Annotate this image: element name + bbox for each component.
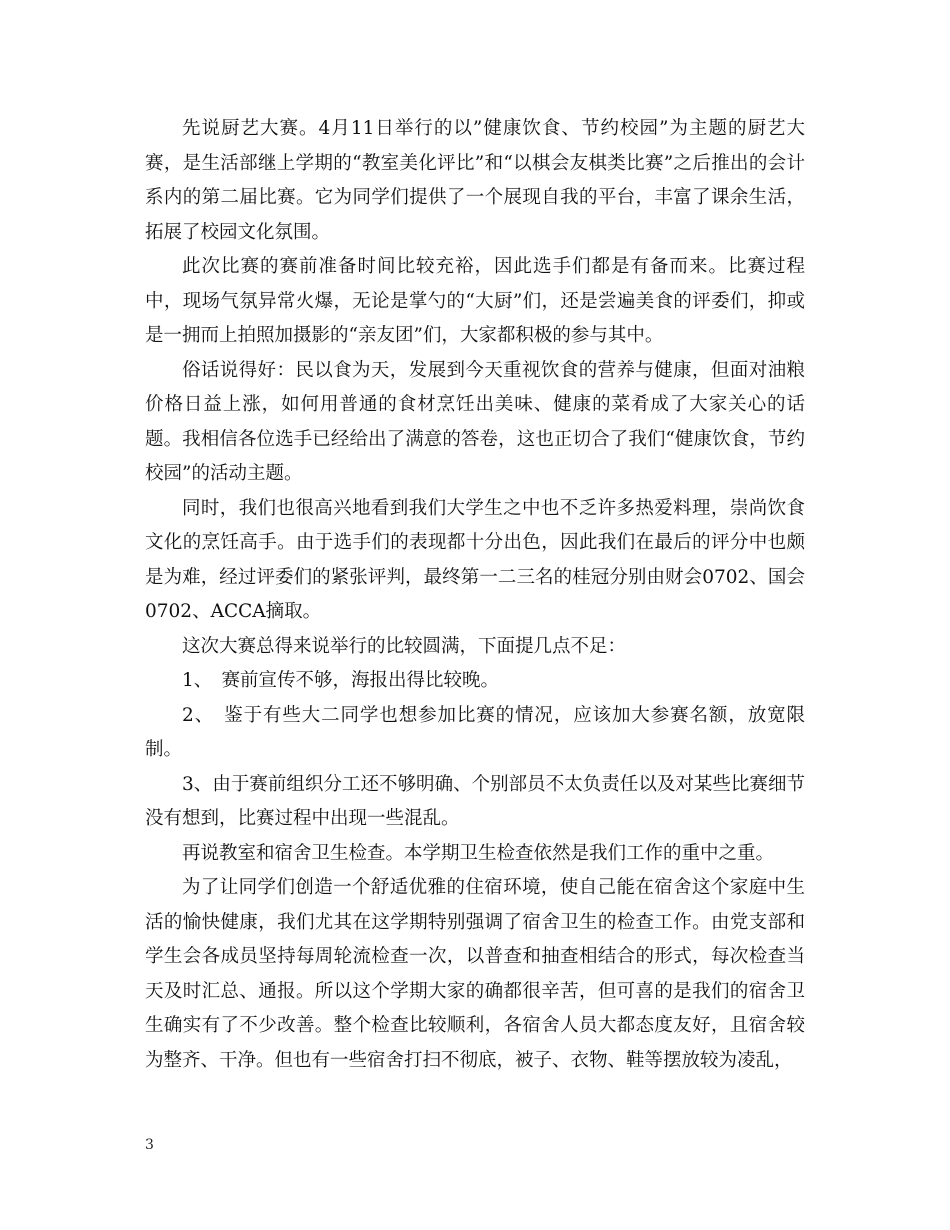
paragraph-dorm-inspection-details: 为了让同学们创造一个舒适优雅的住宿环境，使自己能在宿舍这个家庭中生活的愉快健康，我们尤其在这学期特别强调了宿舍卫生的检查工作。由党支部和学生会各成员坚持每周轮流检查一次，以普查和抽查相结合的形式，每次检查当天及时汇总、通报。所以这个学期大家的确都很辛苦，但可喜的是我们的宿舍卫生确实有了不少改善。整个检查比较顺利，各宿舍人员大都态度友好，且宿舍较为整齐、干净。但也有一些宿舍打扫不彻底，被子、衣物、鞋等摆放较为凌乱，	[145, 877, 805, 1071]
paragraph-food-theme: 俗话说得好：民以食为天，发展到今天重视饮食的营养与健康，但面对油粮价格日益上涨，如何用普通的食材烹饪出美味、健康的菜肴成了大家关心的话题。我相信各位选手已经给出了满意的答卷，这也正切合了我们“健康饮食，节约校园”的活动主题。	[145, 359, 805, 484]
document-body	[145, 112, 805, 1078]
paragraph-hygiene-inspection-intro: 再说教室和宿舍卫生检查。本学期卫生检查依然是我们工作的重中之重。	[182, 842, 775, 864]
paragraph-cooking-contest-intro: 先说厨艺大赛。4月11日举行的以”健康饮食、节约校园”为主题的厨艺大赛，是生活部继上学期的“教室美化评比”和“以棋会友棋类比赛”之后推出的会计系内的第二届比赛。它为同学们提供了一个展现自我的平台，丰富了课余生活，拓展了校园文化氛围。	[145, 118, 805, 243]
list-item-shortcoming-1: 1、 赛前宣传不够，海报出得比较晚。	[182, 670, 500, 691]
paragraph-contest-preparation: 此次比赛的赛前准备时间比较充裕，因此选手们都是有备而来。比赛过程中，现场气氛异常火爆，无论是掌勺的“大厨”们，还是尝遍美食的评委们，抑或是一拥而上拍照加摄影的“亲友团”们，大家都积极的参与其中。	[145, 256, 805, 346]
list-item-shortcoming-3: 3、由于赛前组织分工还不够明确、个别部员不太负责任以及对某些比赛细节没有想到，比赛过程中出现一些混乱。	[145, 773, 805, 829]
paragraph-shortcomings-intro: 这次大赛总得来说举行的比较圆满，下面提几点不足：	[182, 635, 627, 657]
list-item-shortcoming-2: 2、 鉴于有些大二同学也想参加比赛的情况，应该加大参赛名额，放宽限制。	[145, 704, 805, 760]
paragraph-contest-results: 同时，我们也很高兴地看到我们大学生之中也不乏许多热爱料理，崇尚饮食文化的烹饪高手。由于选手们的表现都十分出色，因此我们在最后的评分中也颇是为难，经过评委们的紧张评判，最终第一二三名的桂冠分别由财会0702、国会0702、ACCA摘取。	[145, 497, 805, 622]
page-number: 3	[145, 1137, 154, 1153]
